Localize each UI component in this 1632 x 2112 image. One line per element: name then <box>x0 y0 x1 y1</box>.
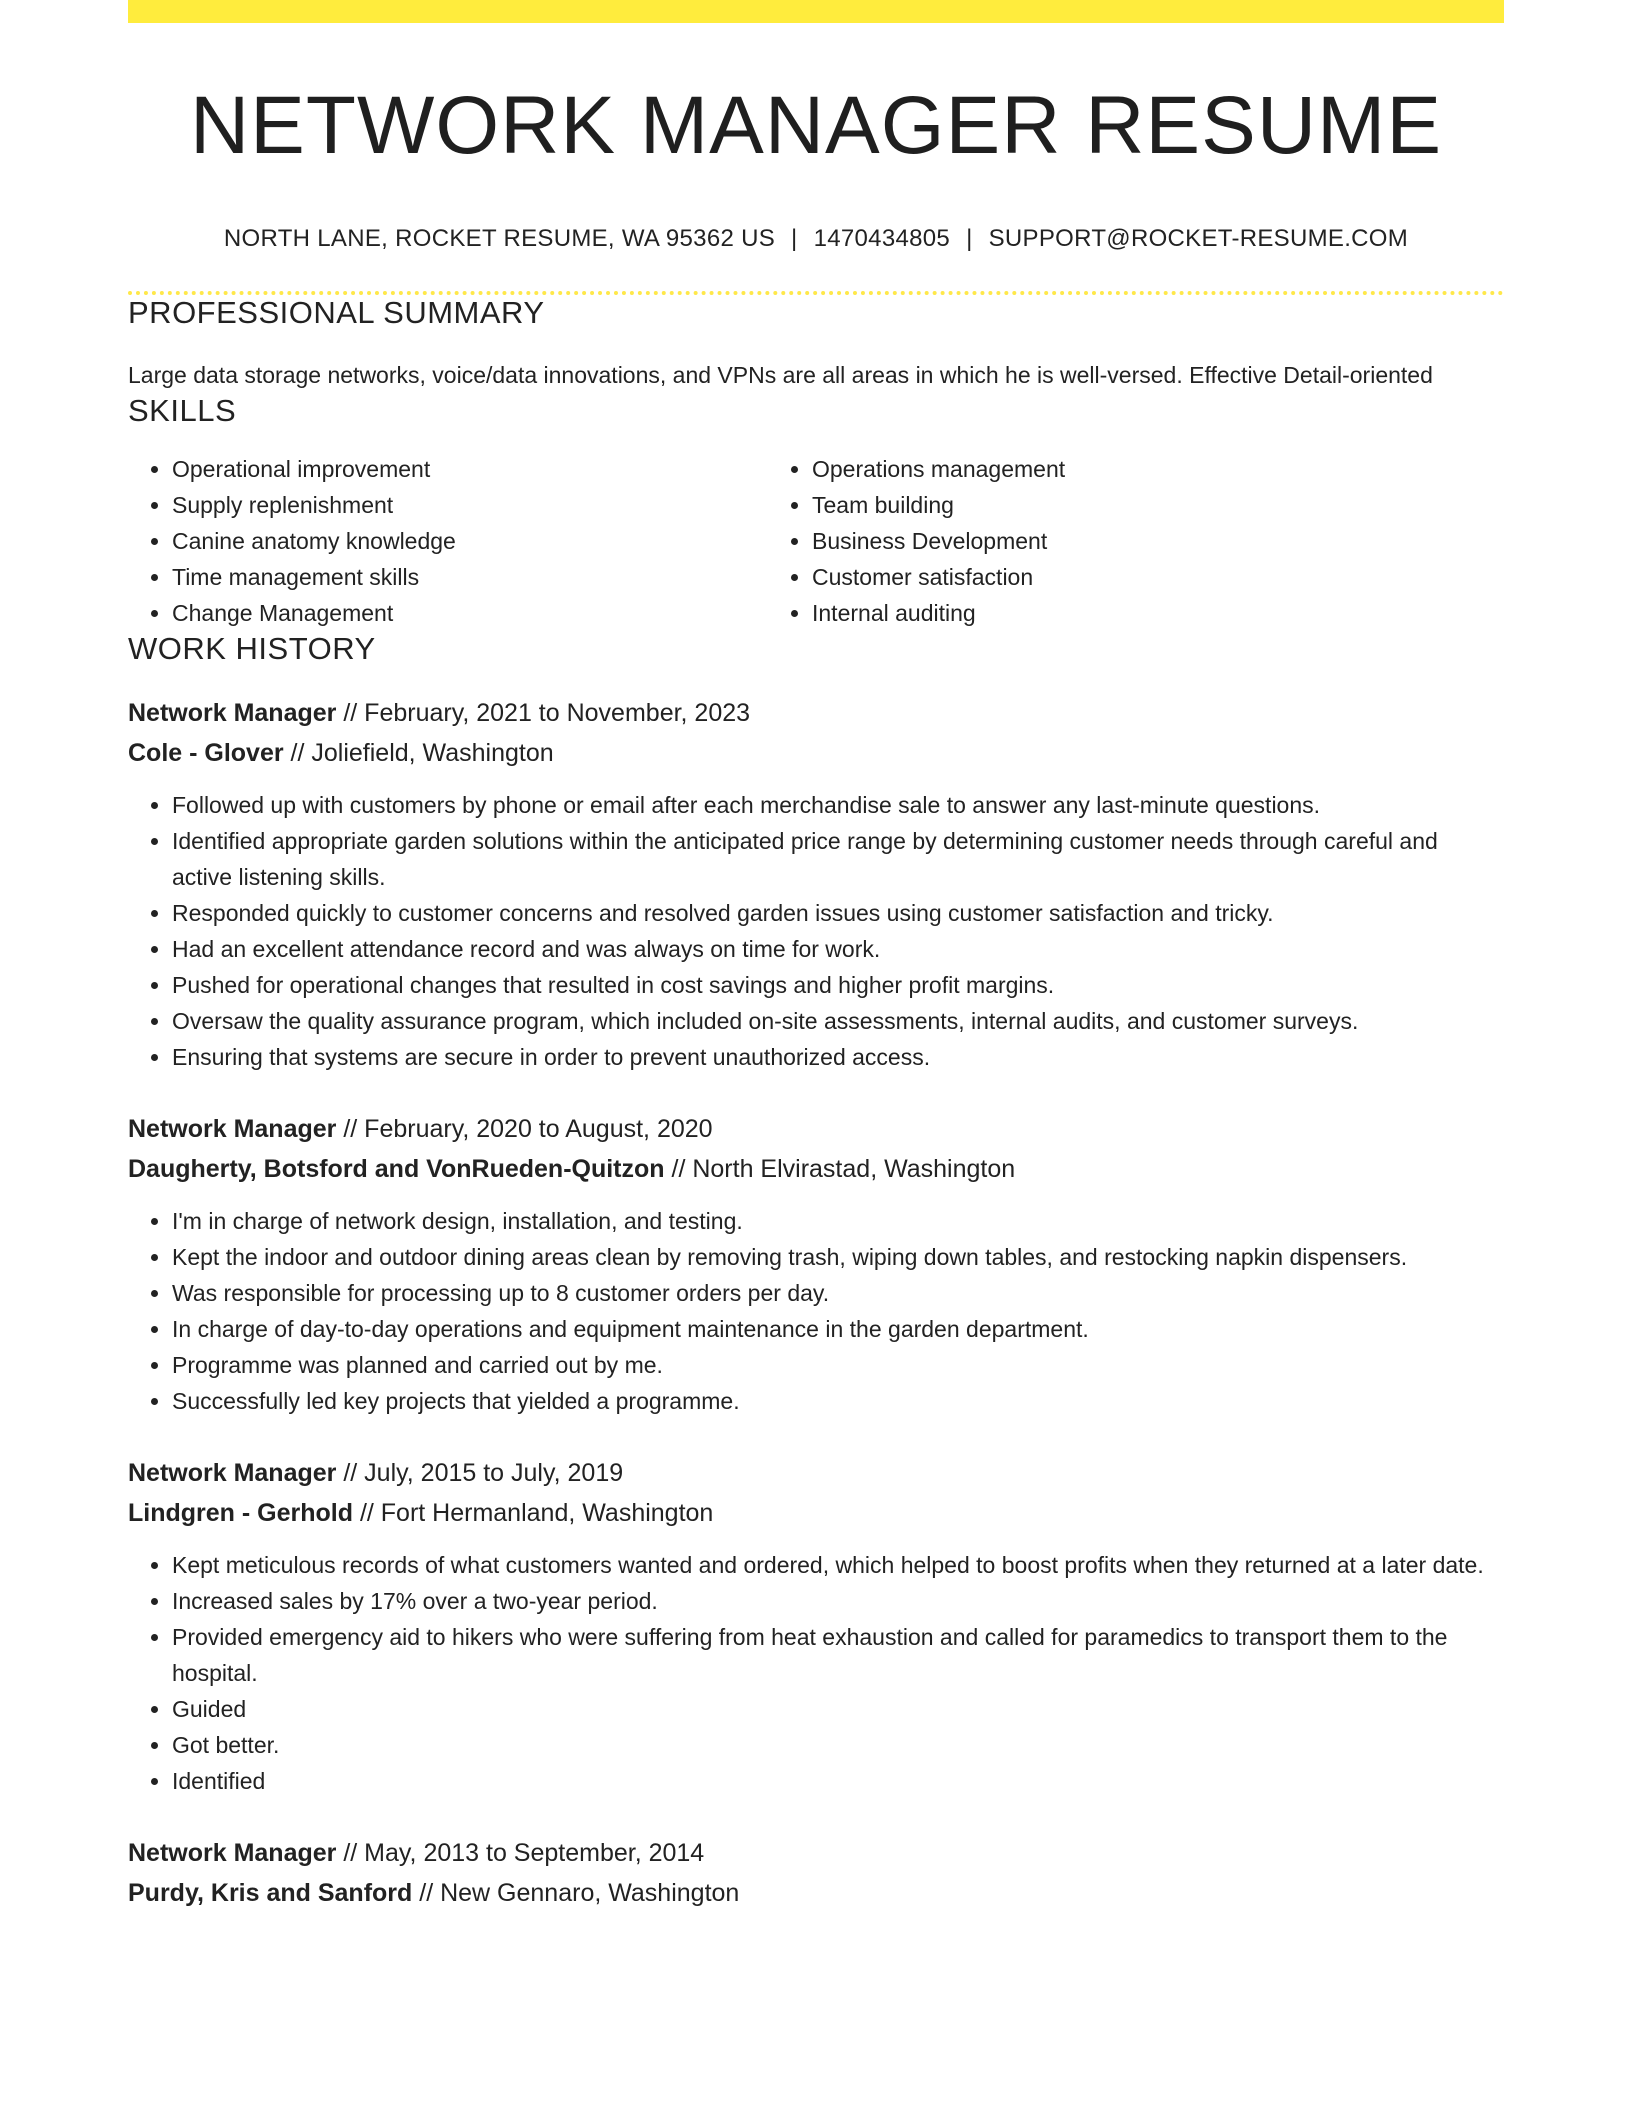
job-bullet: • I'm in charge of network design, installation, and testing. <box>172 1203 1504 1239</box>
skill-item: • Business Development <box>812 523 1462 559</box>
skill-item: • Canine anatomy knowledge <box>172 523 762 559</box>
job-dates: // February, 2020 to August, 2020 <box>336 1115 713 1143</box>
job-title-line <box>128 1109 1504 1149</box>
job-title: Network Manager <box>128 699 337 727</box>
top-accent-bar <box>128 0 1504 23</box>
skills-list-left <box>128 451 762 631</box>
job-entry <box>128 1453 1504 1799</box>
contact-separator: | <box>966 225 973 252</box>
job-bullet: • Increased sales by 17% over a two-year period. <box>172 1583 1504 1619</box>
skill-item: • Team building <box>812 487 1462 523</box>
skill-item: • Change Management <box>172 595 762 631</box>
job-bullet: • Guided <box>172 1691 1504 1727</box>
skills-heading: SKILLS <box>128 393 237 428</box>
job-bullet: • Had an excellent attendance record and was always on time for work. <box>172 931 1504 967</box>
contact-address: NORTH LANE, ROCKET RESUME, WA 95362 US <box>223 225 776 252</box>
skill-item: • Customer satisfaction <box>812 559 1462 595</box>
job-entry <box>128 693 1504 1075</box>
summary-heading: PROFESSIONAL SUMMARY <box>128 295 545 330</box>
job-title: Network Manager <box>128 1115 337 1143</box>
job-bullet: • Identified <box>172 1763 1504 1799</box>
job-company-line <box>128 733 1504 773</box>
skill-item: • Operational improvement <box>172 451 762 487</box>
job-company-line <box>128 1873 1504 1913</box>
skill-item: • Time management skills <box>172 559 762 595</box>
job-bullet: • Ensuring that systems are secure in order to prevent unauthorized access. <box>172 1039 1504 1075</box>
job-bullet: • Kept the indoor and outdoor dining areas clean by removing trash, wiping down tables, and restocking napkin dispensers. <box>172 1239 1504 1275</box>
job-company: Lindgren - Gerhold <box>128 1499 353 1527</box>
contact-line <box>128 225 1504 253</box>
job-title-line <box>128 1833 1504 1873</box>
job-dates: // February, 2021 to November, 2023 <box>336 699 751 727</box>
skill-item: • Supply replenishment <box>172 487 762 523</box>
summary-text: Large data storage networks, voice/data innovations, and VPNs are all areas in which he is well-versed. Effective Detail-oriented <box>128 362 1433 388</box>
job-title-line <box>128 1453 1504 1493</box>
job-bullets <box>128 787 1504 1075</box>
job-bullet: • Provided emergency aid to hikers who were suffering from heat exhaustion and called for paramedics to transport them to the hospital. <box>172 1619 1504 1691</box>
job-entry <box>128 1109 1504 1419</box>
work-history-heading: WORK HISTORY <box>128 631 376 666</box>
job-title-line <box>128 693 1504 733</box>
job-company-line <box>128 1149 1504 1189</box>
job-company: Cole - Glover <box>128 739 284 767</box>
contact-phone: 1470434805 <box>813 225 951 252</box>
job-company: Purdy, Kris and Sanford <box>128 1879 413 1907</box>
job-bullet: • Oversaw the quality assurance program, which included on-site assessments, internal audits, and customer surveys. <box>172 1003 1504 1039</box>
job-bullets <box>128 1547 1504 1799</box>
job-dates: // May, 2013 to September, 2014 <box>336 1839 705 1867</box>
job-bullet: • Programme was planned and carried out by me. <box>172 1347 1504 1383</box>
job-bullet: • Was responsible for processing up to 8 customer orders per day. <box>172 1275 1504 1311</box>
job-company-line <box>128 1493 1504 1533</box>
resume-title: NETWORK MANAGER RESUME <box>189 80 1443 171</box>
skill-item: • Operations management <box>812 451 1462 487</box>
job-location: // Joliefield, Washington <box>283 739 554 767</box>
job-bullet: • Successfully led key projects that yielded a programme. <box>172 1383 1504 1419</box>
skills-list-right <box>762 451 1462 631</box>
job-bullets <box>128 1203 1504 1419</box>
skills-columns <box>128 451 1504 631</box>
job-dates: // July, 2015 to July, 2019 <box>336 1459 624 1487</box>
job-bullet: • Responded quickly to customer concerns and resolved garden issues using customer satisfaction and tricky. <box>172 895 1504 931</box>
job-bullet: • Pushed for operational changes that resulted in cost savings and higher profit margins. <box>172 967 1504 1003</box>
job-location: // Fort Hermanland, Washington <box>353 1499 714 1527</box>
job-location: // North Elvirastad, Washington <box>664 1155 1016 1183</box>
job-bullet: • Followed up with customers by phone or email after each merchandise sale to answer any last-minute questions. <box>172 787 1504 823</box>
job-location: // New Gennaro, Washington <box>412 1879 740 1907</box>
job-bullet: • Kept meticulous records of what customers wanted and ordered, which helped to boost profits when they returned at a later date. <box>172 1547 1504 1583</box>
job-company: Daugherty, Botsford and VonRueden-Quitzon <box>128 1155 665 1183</box>
job-title: Network Manager <box>128 1839 337 1867</box>
contact-separator: | <box>791 225 798 252</box>
skill-item: • Internal auditing <box>812 595 1462 631</box>
job-entry <box>128 1833 1504 1913</box>
job-bullet: • Got better. <box>172 1727 1504 1763</box>
job-bullet: • Identified appropriate garden solutions within the anticipated price range by determining customer needs through careful and active listening skills. <box>172 823 1504 895</box>
job-bullet: • In charge of day-to-day operations and equipment maintenance in the garden department. <box>172 1311 1504 1347</box>
contact-email: SUPPORT@ROCKET-RESUME.COM <box>988 225 1409 252</box>
resume-page <box>128 0 1504 1913</box>
job-title: Network Manager <box>128 1459 337 1487</box>
